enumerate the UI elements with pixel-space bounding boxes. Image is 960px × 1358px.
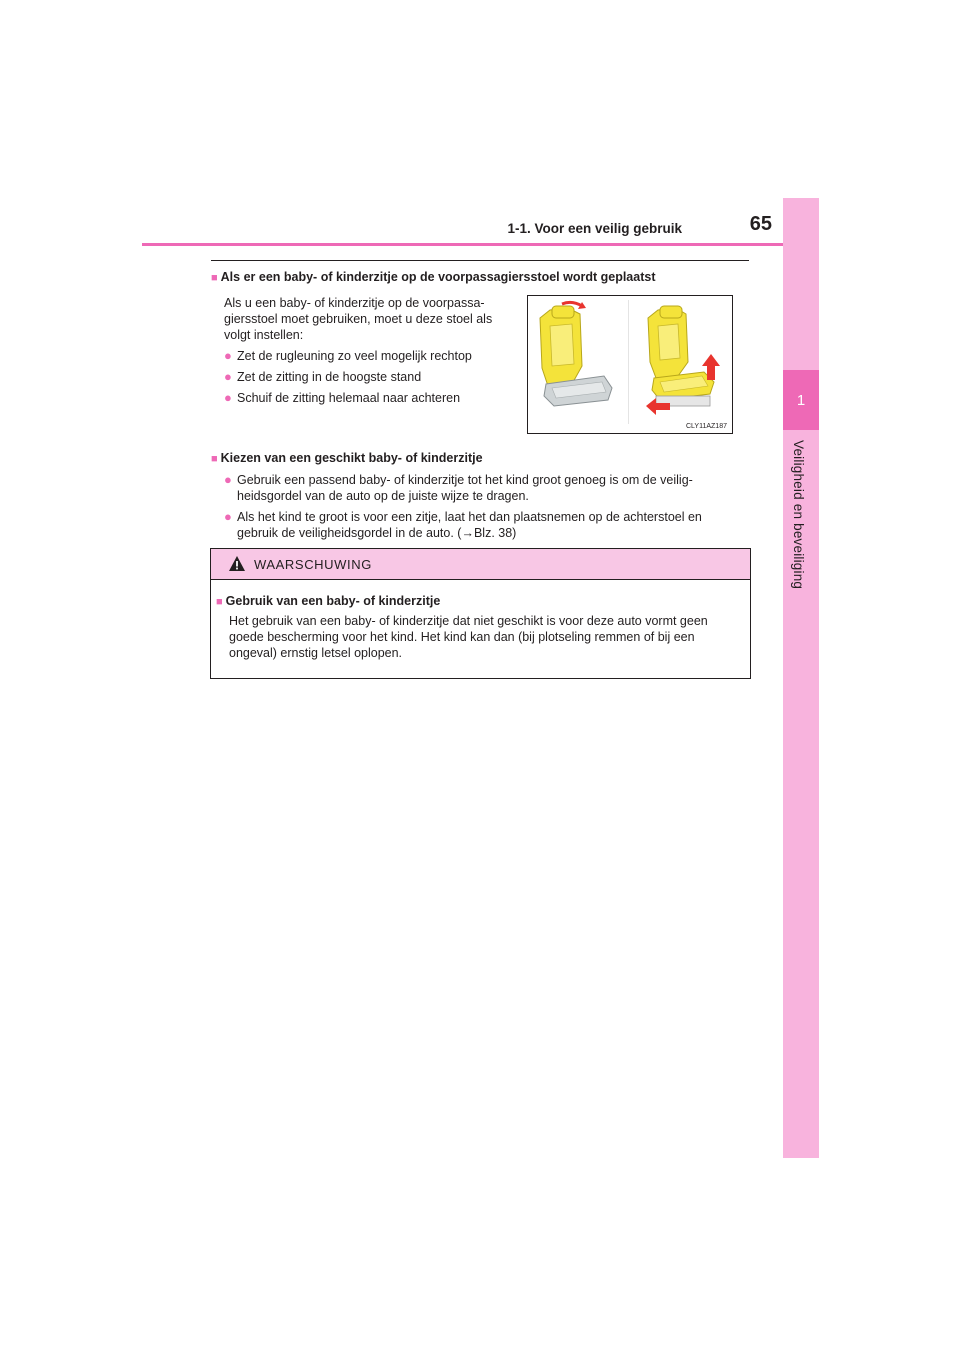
list-item-line: heidsgordel van de auto op de juiste wijze te dragen.: [237, 489, 529, 503]
section-title: 1-1. Voor een veilig gebruik: [507, 221, 682, 236]
circle-bullet-icon: ●: [224, 369, 232, 384]
section2-heading: [211, 451, 483, 465]
warning-title: WAARSCHUWING: [254, 557, 372, 572]
warning-triangle-icon: [228, 555, 246, 572]
square-bullet-icon: ■: [216, 596, 223, 608]
seat-right-icon: [646, 306, 720, 415]
square-bullet-icon: ■: [211, 453, 218, 465]
list-item-line: Als het kind te groot is voor een zitje, laat het dan plaatsnemen op de achterstoel en: [237, 510, 702, 524]
list-item-text: Schuif de zitting helemaal naar achteren: [237, 391, 461, 405]
list-item: [224, 369, 421, 385]
section1-heading: [211, 270, 656, 284]
figure-code: CLY11AZ187: [686, 423, 727, 430]
intro-line: Als u een baby- of kinderzitje op de voorpassa-: [224, 296, 485, 310]
list-item-line: gebruik de veiligheidsgordel in de auto. (→Blz. 38): [237, 526, 517, 540]
warning-subheading-text: Gebruik van een baby- of kinderzitje: [225, 594, 441, 608]
chapter-number: 1: [783, 370, 819, 430]
section2-heading-text: Kiezen van een geschikt baby- of kinderzitje: [220, 451, 483, 465]
circle-bullet-icon: ●: [224, 348, 232, 363]
list-item: [224, 390, 460, 406]
figure-divider: [628, 300, 629, 424]
chapter-side-tab: [783, 198, 819, 1158]
warning-box: [210, 548, 751, 679]
circle-bullet-icon: ●: [224, 509, 232, 524]
intro-line: giersstoel moet gebruiken, moet u deze stoel als: [224, 312, 493, 326]
seat-left-icon: [540, 302, 612, 406]
circle-bullet-icon: ●: [224, 390, 232, 405]
header-rule: [142, 243, 819, 246]
list-item: [224, 472, 761, 504]
circle-bullet-icon: ●: [224, 472, 232, 487]
warning-line: ongeval) ernstig letsel oplopen.: [229, 646, 403, 660]
square-bullet-icon: ■: [211, 272, 218, 284]
list-item-line: Gebruik een passend baby- of kinderzitje tot het kind groot genoeg is om de veilig-: [237, 473, 693, 487]
list-item: [224, 348, 472, 364]
warning-line: goede bescherming voor het kind. Het kind kan dan (bij plotseling remmen of bij een: [229, 630, 695, 644]
warning-body: [229, 613, 745, 661]
list-item-text: Zet de zitting in de hoogste stand: [237, 370, 422, 384]
seat-adjustment-figure: [527, 295, 733, 434]
warning-header: [211, 549, 750, 580]
chapter-title: Veiligheid en beveiliging: [791, 440, 806, 590]
list-item-text: Zet de rugleuning zo veel mogelijk rechtop: [237, 349, 472, 363]
section-divider: [211, 260, 749, 261]
section1-heading-text: Als er een baby- of kinderzitje op de voorpassagiersstoel wordt geplaatst: [220, 270, 656, 284]
section1-intro: [224, 295, 492, 343]
list-item: [224, 509, 761, 541]
page-number: 65: [749, 213, 772, 235]
intro-line: volgt instellen:: [224, 328, 304, 342]
seat-illustration: [528, 296, 732, 433]
warning-line: Het gebruik van een baby- of kinderzitje dat niet geschikt is voor deze auto vormt geen: [229, 614, 708, 628]
warning-subheading: [216, 594, 440, 608]
